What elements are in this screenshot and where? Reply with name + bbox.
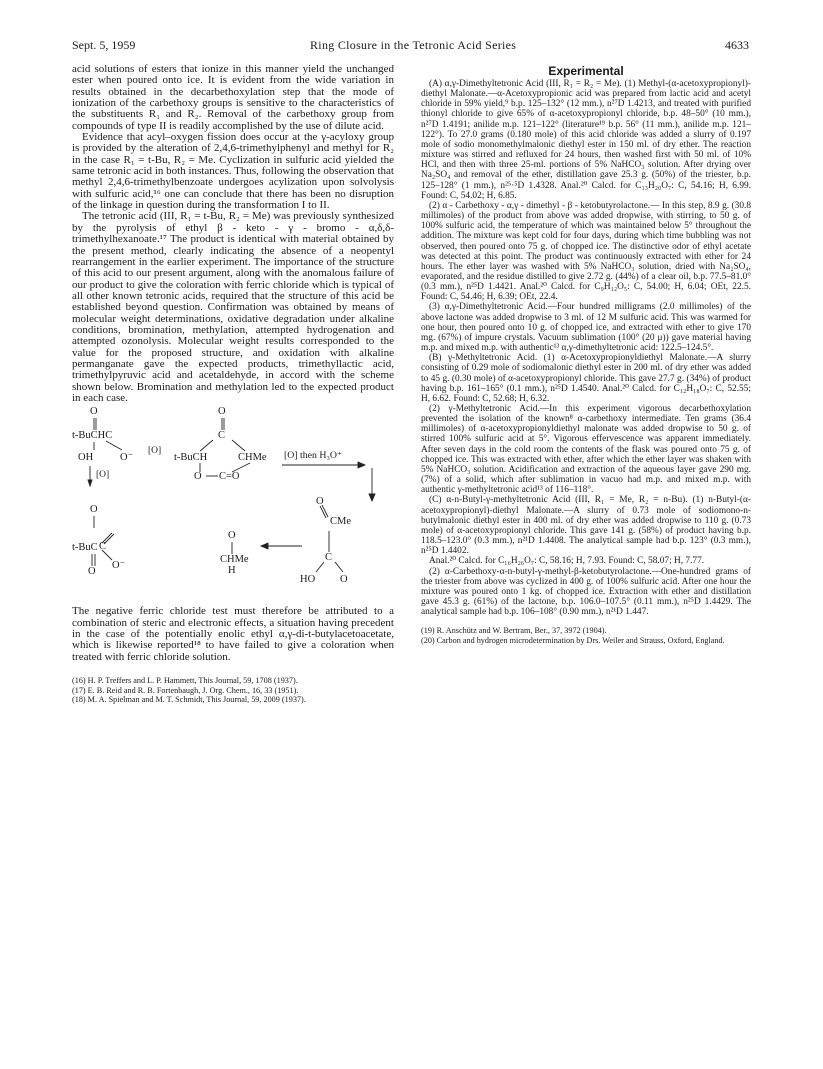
footnote: (19) R. Anschütz and W. Bertram, Ber., 37, 3972 (1904). [421, 626, 607, 636]
scheme-atom-c: C [99, 541, 107, 553]
footnotes-left [72, 676, 394, 705]
procedure-paragraph: (C) α-n-Butyl-γ-methyltetronic Acid (III, R₁ = Me, R₂ = n-Bu). (1) n-Butyl-(α-acetoxypropionyl)-diethyl Malonate.—A slurry of 0.73 mole of sodiomono-n-butylmalonic diethyl ester in 400 ml. of dry ether was added dropwise to 110 g. (0.73 mole) of α-acetoxypropionyl chloride. This gave 141 g. (58%) of product having b.p. 118.5–123.0° (0.3 mm.), n²¹D 1.4408. The analytical sample had b.p. 123° (0.3 mm.), n²⁵D 1.4402. [421, 495, 751, 557]
paragraph: The tetronic acid (III, R₁ = t-Bu, R₂ = Me) was previously synthesized by the pyrolysis of ethyl β - keto - γ - bromo - α,δ,δ- trimethylhexanoate.¹⁷ The product is identical with material obtained by the present method, clearly indicating the absence of a neopentyl rearrangement in the earlier experiment. The importance of the structure of this acid to our present argument, along with the anomalous failure of our product to give the coloration with ferric chloride which is typical of all other known tetronic acids, required that the structure of this acid be established beyond question. Confirmation was obtained by means of molecular weight determinations, oxidative degradation under alkaline conditions, bromination, methylation, attempted hydrogenation and attempted ozonolysis. Molecular weight results corresponded to the value for the proposed structure, and oxidation with alkaline permanganate gave the expected products, trimethyllactic acid, trimethylpyruvic acid and acetaldehyde, in accord with the scheme shown below. Bromination and methylation led to the expected product in each case. [72, 210, 394, 404]
footnote: (20) Carbon and hydrogen microdetermination by Drs. Weiler and Strauss, Oxford, England. [421, 635, 725, 645]
footnotes-right [421, 626, 751, 645]
scheme-group-cme: CMe [330, 516, 351, 528]
scheme-atom-o: O [88, 566, 96, 578]
scheme-oxidant-label: [O] [148, 446, 162, 457]
scheme-atom-c: C [218, 430, 226, 442]
procedure-paragraph: (A) α,γ-Dimethyltetronic Acid (III, R₁ = R₂ = Me). (1) Methyl-(α-acetoxypropionyl)-diethyl Malonate.—α-Acetoxypropionic acid was prepared from lactic acid and acetyl chloride in 59% yield,⁹ b.p. 125–132° (12 mm.), n²⁷D 1.4213, and treated with purified thionyl chloride to give 65% of α-acetoxypropionyl chloride, b.p. 48–50° (10 mm.), n²⁷D 1.4191; anilide m.p. 121–122° (literature¹⁹ b.p. 56° (11 mm.), anilide m.p. 121–122°). To 27.0 grams (0.180 mole) of this acid chloride was added a slurry of 0.197 mole of sodio monomethylmalonic diethyl ester in 150 ml. of dry ether. The reaction mixture was stirred and refluxed for 24 hours, then washed first with 50 ml. of 10% HCl, and then with three 25-ml. portions of 5% NaHCO₃ solution. After drying over Na₂SO₄ and removal of the ether, distillation gave 25.3 g. (50%) of the triester, b.p. 125–128° (1 mm.), n²⁵·⁵D 1.4328. Anal.²⁰ Calcd. for C₁₃H₂₀O₇: C, 54.16; H, 6.99. Found: C, 54.02; H, 6.85. [421, 79, 751, 201]
header-date: Sept. 5, 1959 [72, 38, 136, 52]
page-number: 4633 [725, 38, 749, 52]
procedure-paragraph: (2) α-Carbethoxy-α-n-butyl-γ-methyl-β-ketobutyrolactone.—One-hundred grams of the triester from above was cyclized in 400 g. of 100% sulfuric acid. After one hour the mixture was poured onto 1 kg. of chopped ice. Extraction with ether and distillation gave 45.3 g. (61%) of the lactone, b.p. 106.0–107.5° (0.11 mm.), n²⁵D 1.4429. The analytical sample had b.p. 106–108° (0.90 mm.), n²¹D 1.447. [421, 566, 751, 618]
scheme-atom-o: O [194, 471, 202, 483]
left-column [72, 64, 394, 705]
scheme-reagent-label: [O] then H₃O⁺ [284, 450, 343, 462]
experimental-heading: Experimental [548, 64, 624, 78]
scheme-atom-o: O [218, 406, 226, 418]
paragraph: The negative ferric chloride test must therefore be attributed to a combination of steric and electronic effects, a situation having precedent in the case of the potentially enolic ethyl α,γ-di-t-butylacetoacetate, which is likewise reported¹⁸ to have failed to give a coloration when treated with ferric chloride solution. [72, 605, 394, 663]
oxidation-scheme [72, 406, 394, 602]
scheme-group-tbuchc: t-BuCHC [72, 430, 113, 442]
scheme-atom-o-minus: O⁻ [112, 560, 126, 572]
scheme-group-chme: CHMe [220, 554, 249, 566]
scheme-oxidant-label: [O] [96, 470, 110, 481]
scheme-atom-c: C [325, 552, 333, 564]
scheme-group-oh: OH [78, 452, 94, 464]
footnote: (18) M. A. Spielman and M. T. Schmidt, This Journal, 59, 2009 (1937). [72, 695, 306, 705]
procedure-paragraph: (2) α - Carbethoxy - α,γ - dimethyl - β - ketobutyrolactone.— In this step, 8.9 g. (30.8 millimoles) of the product from above was added dropwise, with stirring, to 50 g. of 100% sulfuric acid, the temperature of which was maintained below 5° throughout the addition. The mixture was kept cold for four days, during which time bubbling was not observed, then poured onto 75 g. of chopped ice. The distinctive odor of ethyl acetate was detected at this point. The product was continuously extracted with ether for 24 hours. The ether layer was washed with 5% NaHCO₃ solution, dried with Na₂SO₄, evaporated, and the residue distilled to give 2.72 g. (44%) of a clear oil, b.p. 77.5–81.0° (0.3 mm.), n²⁵D 1.4421. Anal.²⁰ Calcd. for C₉H₁₂O₅: C, 54.00; H, 6.04; OEt, 22.5. Found: C, 54.46; H, 6.39; OEt, 22.4. [421, 200, 751, 303]
right-column [421, 64, 751, 645]
scheme-atom-o: O [90, 406, 98, 418]
scheme-atom-o: O [228, 530, 236, 542]
scheme-group-tbuc: t-BuC [72, 542, 98, 554]
scheme-atom-o: O [90, 504, 98, 516]
scheme-atom-o: O [340, 574, 348, 586]
scheme-atom-o: O [316, 496, 324, 508]
scheme-group-ho: HO [300, 574, 316, 586]
paragraph: acid solutions of esters that ionize in this manner yield the unchanged ester when poured onto ice. It is evident from the wide variation in results obtained in the decarbethoxylation step that the mode of ionization of the carbethoxy groups is sensitive to the characteristics of the substituents R₁ and R₂. Removal of the carbethoxy group from compounds of type II is readily accomplished by the use of dilute acid. [72, 63, 394, 132]
procedure-paragraph: (3) α,γ-Dimethyltetronic Acid.—Four hundred milligrams (2.0 millimoles) of the above lactone was added dropwise to 3 ml. of 12 M sulfuric acid. This was warmed for one hour, then poured onto 10 g. of chopped ice, and extracted with ether to give 170 mg. (67%) of impure crystals. Vacuum sublimation (100° (20 μ)) gave material having m.p. and mixed m.p. with authentic¹³ α,γ-dimethyltetronic acid: 122.5–124.5°. [421, 302, 751, 354]
procedure-paragraph: (B) γ-Methyltetronic Acid. (1) α-Acetoxypropionyldiethyl Malonate.—A slurry consisting of 0.29 mole of sodiomalonic diethyl ester in 200 ml. of dry ether was added to 45 g. (0.30 mole) of α-acetoxypropionyl chloride. This gave 27.7 g. (34%) of product having b.p. 161–165° (0.1 mm.), n²⁵D 1.4540. Anal.²⁰ Calcd. for C₁₂H₁₈O₇: C, 52.55; H, 6.62. Found: C, 52.68; H, 6.32. [421, 353, 751, 404]
running-title: Ring Closure in the Tetronic Acid Series [310, 38, 517, 52]
procedure-paragraph: (2) γ-Methyltetronic Acid.—In this experiment vigorous decarbethoxylation prevented the isolation of the known⁸ α-carbethoxy intermediate. Ten grams (36.4 millimoles) of α-acetoxypropionyldiethyl malonate was added dropwise to 50 g. of stirred 100% sulfuric acid at 5°. Vigorous effervescence was apparent immediately. After seven days in the cold room the contents of the flask was poured onto 75 g. of chopped ice. This was extracted with ether, after which the ether layer was shaken with 5% NaHCO₃ solution. Acidification and extraction of the aqueous layer gave 290 mg. (7%) of a solid, which after sublimation in vacuo had m.p. and mixed m.p. with authentic γ-methyltetronic acid¹³ of 116–118°. [421, 404, 751, 496]
procedure-paragraph: Anal.²⁰ Calcd. for C₁₆H₂₆O₇: C, 58.16; H, 7.93. Found: C, 58.07; H, 7.77. [429, 556, 705, 567]
scheme-group-chme: CHMe [238, 452, 267, 464]
footnote: (17) E. B. Reid and R. B. Fortenbaugh, J. Org. Chem., 16, 33 (1951). [72, 685, 299, 695]
paragraph: Evidence that acyl–oxygen fission does occur at the γ-acyloxy group is provided by the alteration of 2,4,6-trimethylphenyl and methyl for R₂ in the case R₁ = t-Bu, R₂ = Me. Cyclization in sulfuric acid yielded the same tetronic acid in both instances. Thus, following the observation that methyl 2,4,6-trimethylbenzoate undergoes acylization upon solvolysis with sulfuric acid,¹⁶ one can conclude that there has been no disruption of the linkage in question during the transformation I to II. [72, 131, 394, 212]
scheme-atom-o-minus: O⁻ [120, 452, 134, 464]
footnote: (16) H. P. Treffers and L. P. Hammett, This Journal, 59, 1708 (1937). [72, 676, 298, 686]
scheme-group-tbuch: t-BuCH [174, 452, 208, 464]
scheme-atom-h: H [228, 565, 236, 577]
scheme-group-c-eq-o: C=O [219, 471, 240, 483]
